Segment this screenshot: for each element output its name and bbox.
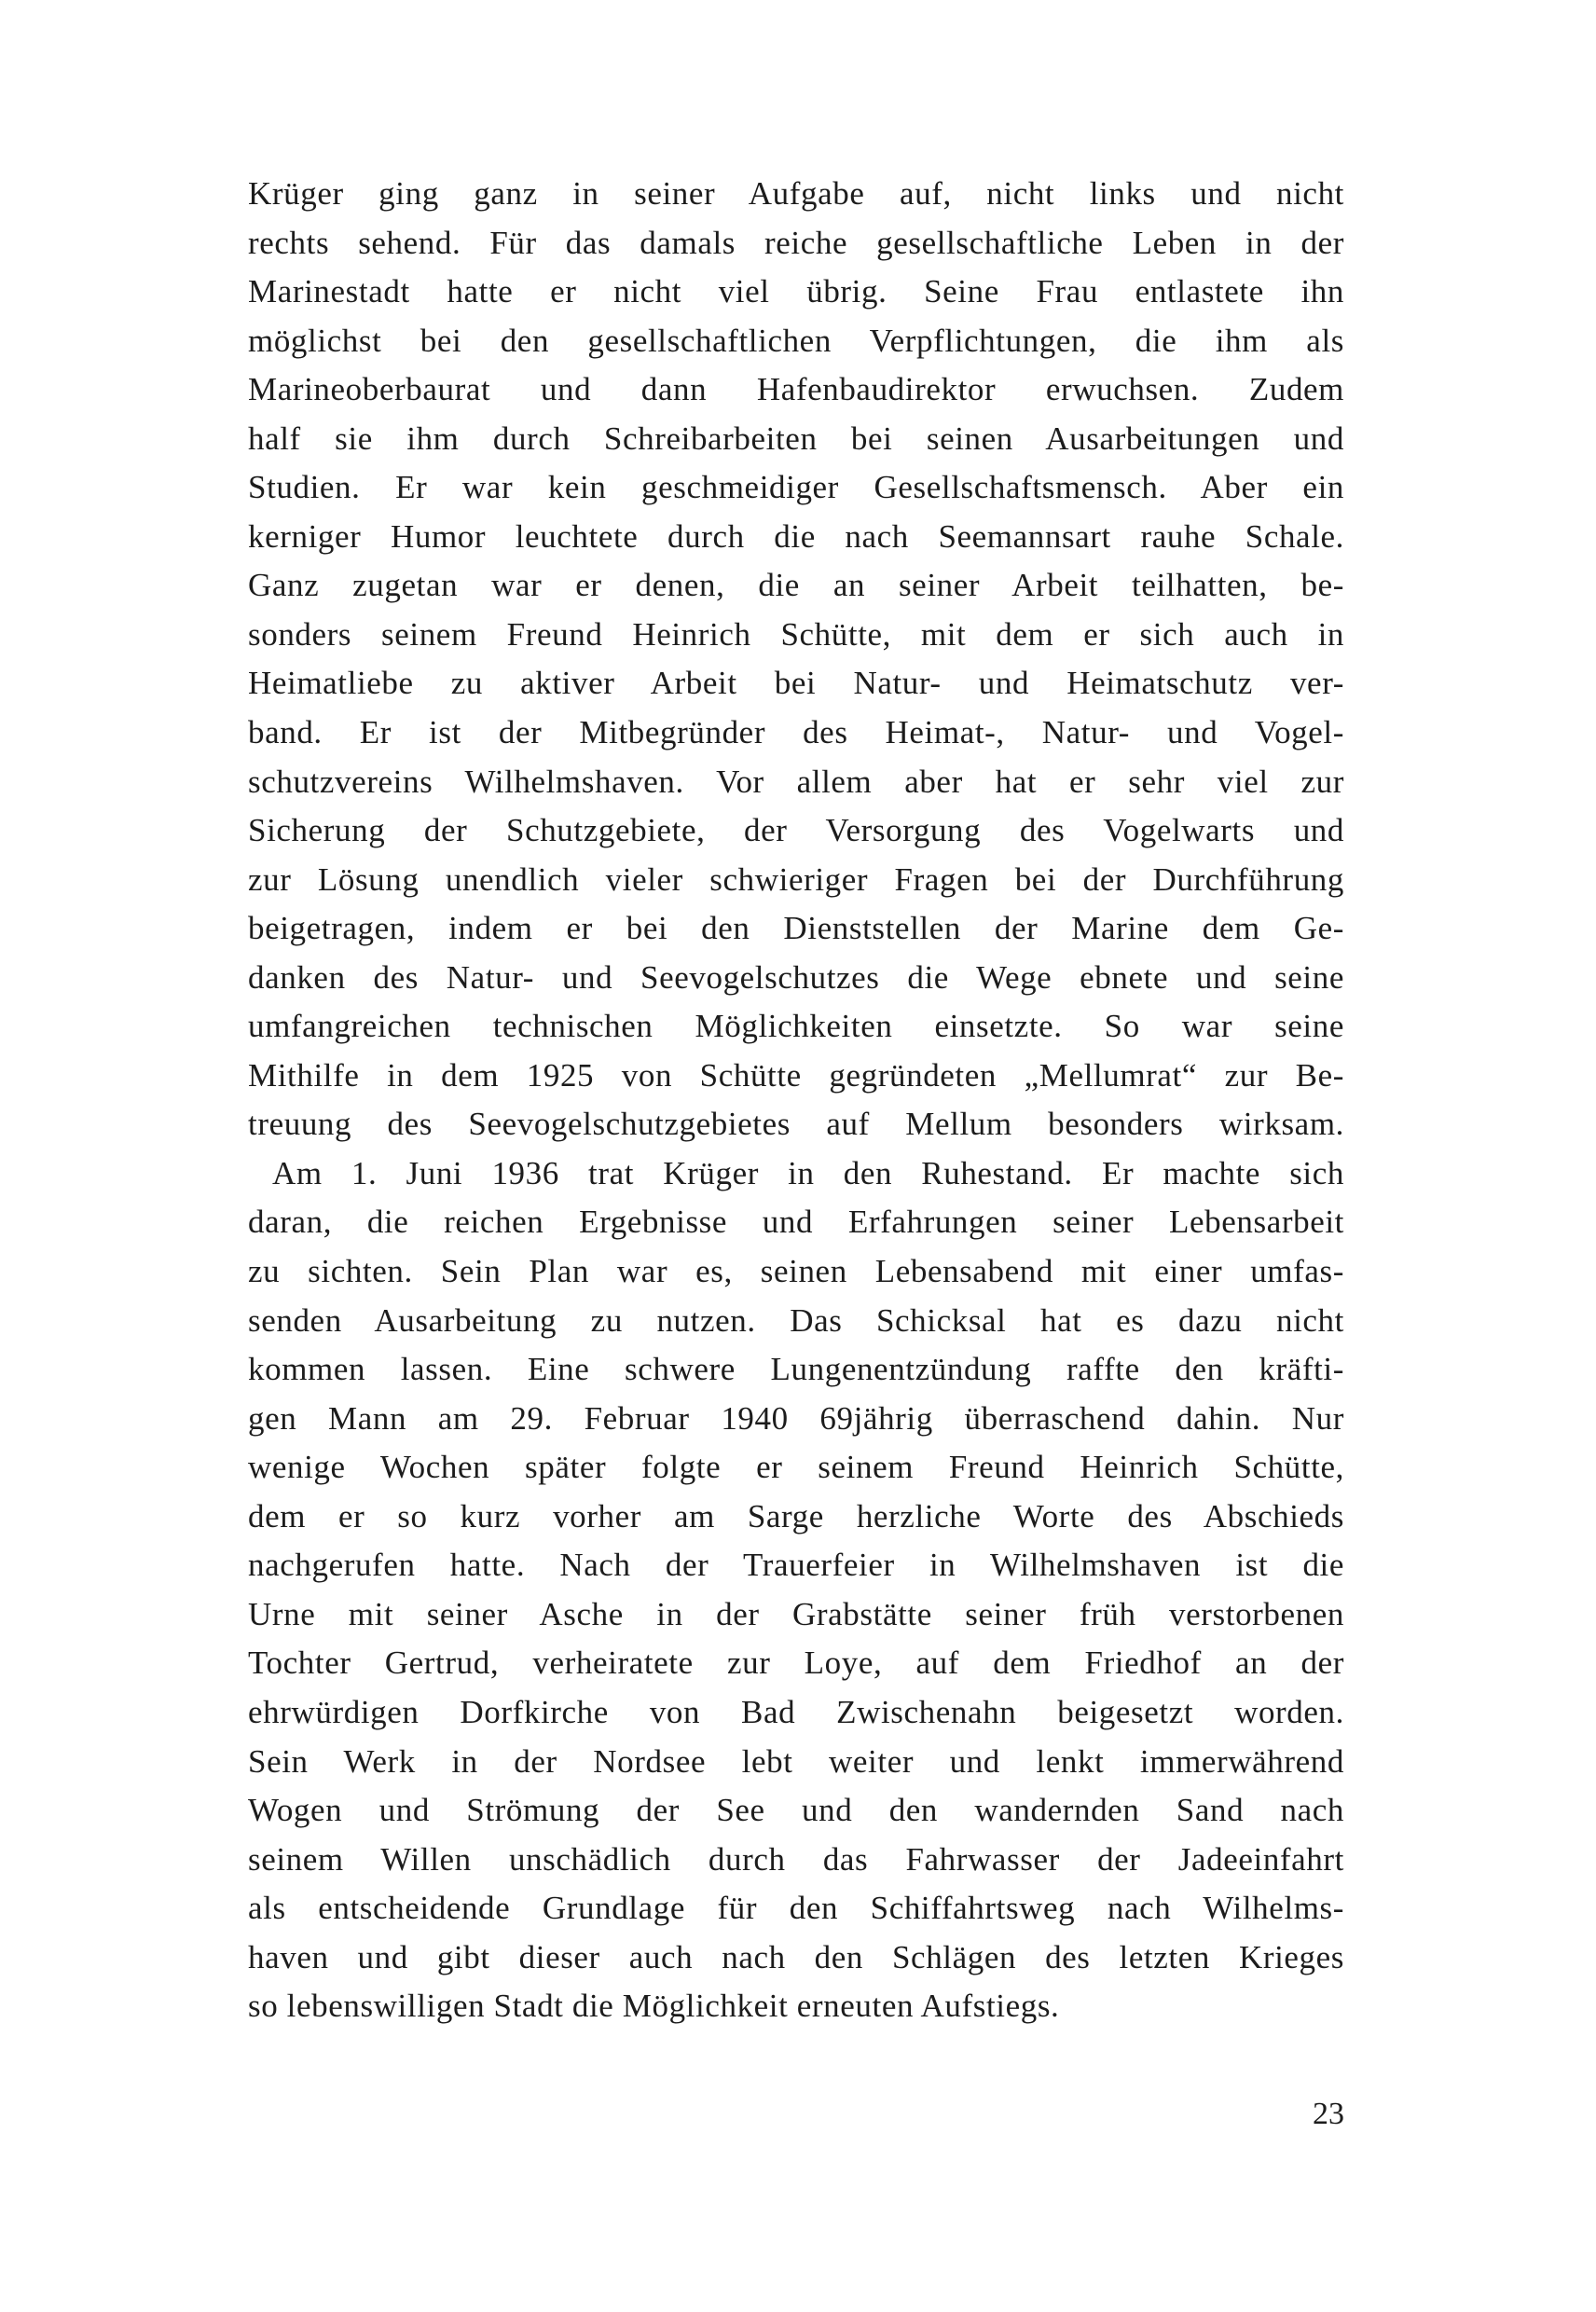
text-line: Urne mit seiner Asche in der Grabstätte seiner früh verstorbenen xyxy=(248,1595,1344,1632)
body-text xyxy=(248,170,1344,2031)
page-number: 23 xyxy=(1313,2097,1344,2131)
text-line: gen Mann am 29. Februar 1940 69jährig überraschend dahin. Nur xyxy=(248,1399,1344,1437)
text-line: Am 1. Juni 1936 trat Krüger in den Ruhestand. Er machte sich xyxy=(272,1154,1344,1191)
text-line: Sein Werk in der Nordsee lebt weiter und lenkt immerwährend xyxy=(248,1742,1344,1780)
text-line: als entscheidende Grundlage für den Schiffahrtsweg nach Wilhelms- xyxy=(248,1890,1344,1927)
text-line: so lebenswilligen Stadt die Möglichkeit erneuten Aufstiegs. xyxy=(248,1988,1060,2025)
text-line: schutzvereins Wilhelmshaven. Vor allem aber hat er sehr viel zur xyxy=(248,763,1344,800)
text-line: band. Er ist der Mitbegründer des Heimat-, Natur- und Vogel- xyxy=(248,714,1344,751)
text-line: zu sichten. Sein Plan war es, seinen Lebensabend mit einer umfas- xyxy=(248,1253,1344,1290)
text-line: half sie ihm durch Schreibarbeiten bei seinen Ausarbeitungen und xyxy=(248,420,1344,457)
text-line: zur Lösung unendlich vieler schwieriger Fragen bei der Durchführung xyxy=(248,860,1344,898)
text-line: möglichst bei den gesellschaftlichen Verpflichtungen, die ihm als xyxy=(248,322,1344,359)
text-line: Studien. Er war kein geschmeidiger Gesellschaftsmensch. Aber ein xyxy=(248,469,1344,506)
text-line: Krüger ging ganz in seiner Aufgabe auf, nicht links und nicht xyxy=(248,175,1344,212)
text-line: Mithilfe in dem 1925 von Schütte gegründeten „Mellumrat“ zur Be- xyxy=(248,1056,1344,1094)
text-line: danken des Natur- und Seevogelschutzes die Wege ebnete und seine xyxy=(248,958,1344,996)
text-line: ehrwürdigen Dorfkirche von Bad Zwischenahn beigesetzt worden. xyxy=(248,1693,1344,1730)
text-line: sonders seinem Freund Heinrich Schütte, mit dem er sich auch in xyxy=(248,615,1344,653)
text-line: beigetragen, indem er bei den Dienststellen der Marine dem Ge- xyxy=(248,910,1344,947)
text-line: Ganz zugetan war er denen, die an seiner Arbeit teilhatten, be- xyxy=(248,567,1344,604)
text-line: kerniger Humor leuchtete durch die nach Seemannsart rauhe Schale. xyxy=(248,517,1344,555)
paragraph-2 xyxy=(248,1149,1344,2031)
text-line: dem er so kurz vorher am Sarge herzliche Worte des Abschieds xyxy=(248,1497,1344,1534)
text-line: treuung des Seevogelschutzgebietes auf Mellum besonders wirksam. xyxy=(248,1106,1344,1143)
text-line: daran, die reichen Ergebnisse und Erfahrungen seiner Lebensarbeit xyxy=(248,1204,1344,1241)
text-line: wenige Wochen später folgte er seinem Freund Heinrich Schütte, xyxy=(248,1449,1344,1486)
text-line: senden Ausarbeitung zu nutzen. Das Schicksal hat es dazu nicht xyxy=(248,1301,1344,1339)
text-line: Sicherung der Schutzgebiete, der Versorgung des Vogelwarts und xyxy=(248,812,1344,849)
text-line: Heimatliebe zu aktiver Arbeit bei Natur- und Heimatschutz ver- xyxy=(248,665,1344,702)
text-line: Marineoberbaurat und dann Hafenbaudirektor erwuchsen. Zudem xyxy=(248,371,1344,408)
text-line: nachgerufen hatte. Nach der Trauerfeier in Wilhelmshaven ist die xyxy=(248,1547,1344,1584)
text-line: umfangreichen technischen Möglichkeiten einsetzte. So war seine xyxy=(248,1008,1344,1045)
paragraph-1 xyxy=(248,170,1344,1149)
text-line: rechts sehend. Für das damals reiche gesellschaftliche Leben in der xyxy=(248,224,1344,261)
text-line: Tochter Gertrud, verheiratete zur Loye, auf dem Friedhof an der xyxy=(248,1645,1344,1682)
text-line: kommen lassen. Eine schwere Lungenentzündung raffte den kräfti- xyxy=(248,1351,1344,1388)
text-line: Wogen und Strömung der See und den wandernden Sand nach xyxy=(248,1792,1344,1829)
text-line: Marinestadt hatte er nicht viel übrig. Seine Frau entlastete ihn xyxy=(248,273,1344,310)
text-line: seinem Willen unschädlich durch das Fahrwasser der Jadeeinfahrt xyxy=(248,1840,1344,1878)
text-line: haven und gibt dieser auch nach den Schlägen des letzten Krieges xyxy=(248,1938,1344,1975)
